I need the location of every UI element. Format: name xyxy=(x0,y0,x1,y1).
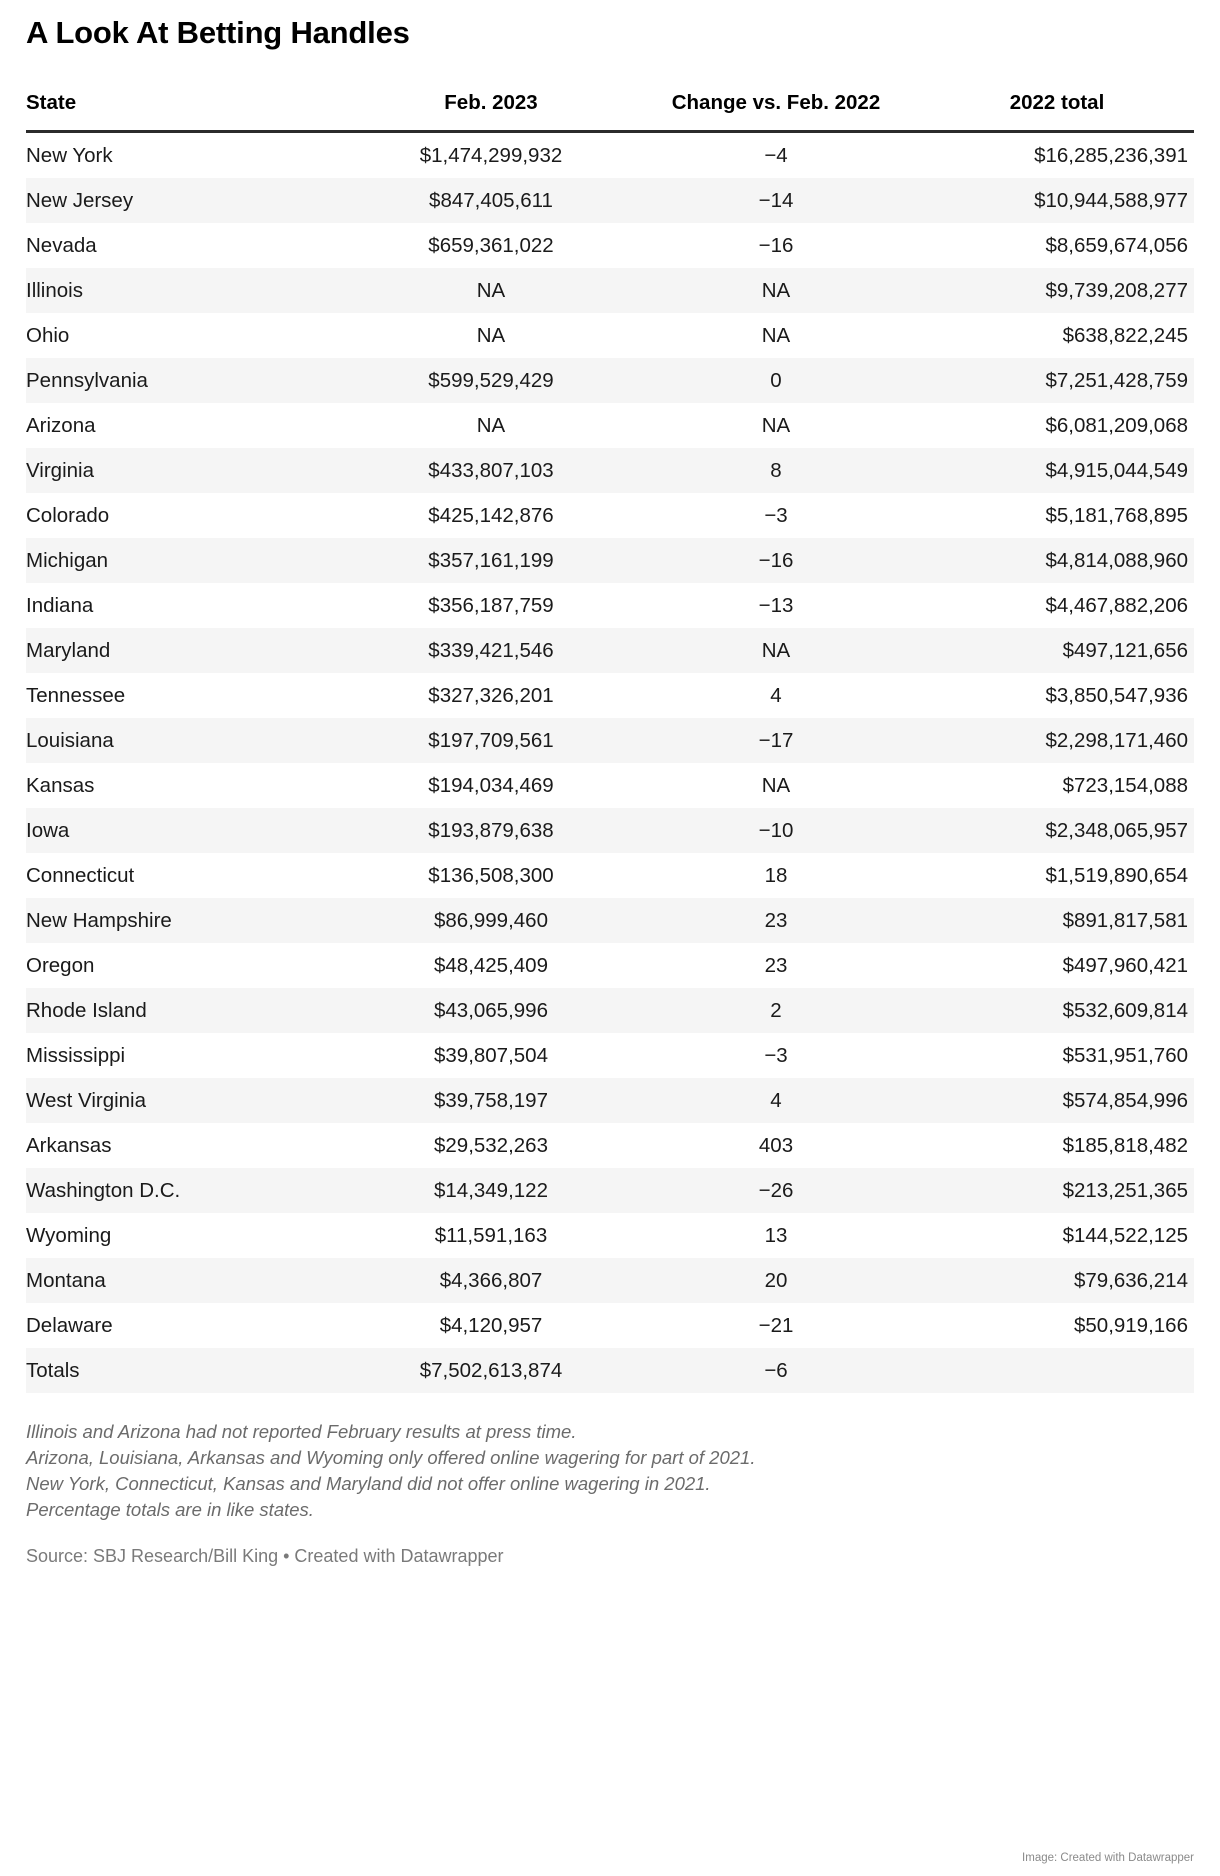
cell-state: Iowa xyxy=(26,819,70,842)
table-header-row xyxy=(26,91,1194,132)
cell-state: Kansas xyxy=(26,774,95,797)
cell-2022-total: $6,081,209,068 xyxy=(1045,414,1188,437)
cell-change: 403 xyxy=(758,1134,794,1157)
cell-state: New Hampshire xyxy=(26,909,172,932)
table-row xyxy=(26,763,1194,808)
cell-change: NA xyxy=(761,774,791,797)
page-title: A Look At Betting Handles xyxy=(26,15,410,50)
cell-state: Arkansas xyxy=(26,1134,112,1157)
cell-state: Nevada xyxy=(26,234,97,257)
cell-change: 0 xyxy=(770,369,782,392)
cell-2022-total: $532,609,814 xyxy=(1062,999,1188,1022)
cell-state: Illinois xyxy=(26,279,83,302)
cell-2022-total: $497,960,421 xyxy=(1062,954,1188,977)
cell-2022-total: $891,817,581 xyxy=(1062,909,1188,932)
table-row xyxy=(26,1123,1194,1168)
cell-2022-total xyxy=(926,1348,1194,1393)
cell-change: −3 xyxy=(764,1044,788,1067)
table-row xyxy=(26,1033,1194,1078)
cell-change: −10 xyxy=(758,819,794,842)
table-row xyxy=(26,313,1194,358)
cell-feb-2023: $136,508,300 xyxy=(428,864,554,887)
table-row xyxy=(26,718,1194,763)
cell-feb-2023: $39,807,504 xyxy=(433,1044,548,1067)
table-row xyxy=(26,988,1194,1033)
cell-2022-total: $1,519,890,654 xyxy=(1045,864,1188,887)
table-row xyxy=(26,448,1194,493)
table-row xyxy=(26,132,1194,179)
cell-state: Virginia xyxy=(26,459,94,482)
cell-state: Wyoming xyxy=(26,1224,112,1247)
cell-state: Totals xyxy=(26,1359,80,1382)
cell-feb-2023: $847,405,611 xyxy=(429,189,553,212)
table-row xyxy=(26,538,1194,583)
cell-feb-2023: $11,591,163 xyxy=(434,1224,548,1247)
cell-2022-total: $723,154,088 xyxy=(1062,774,1188,797)
cell-state: Washington D.C. xyxy=(26,1179,181,1202)
cell-feb-2023: $29,532,263 xyxy=(433,1134,548,1157)
cell-2022-total: $2,298,171,460 xyxy=(1045,729,1188,752)
table-row xyxy=(26,583,1194,628)
cell-2022-total: $2,348,065,957 xyxy=(1045,819,1188,842)
cell-2022-total: $9,739,208,277 xyxy=(1045,279,1188,302)
cell-2022-total: $7,251,428,759 xyxy=(1045,369,1188,392)
cell-feb-2023: NA xyxy=(476,324,506,347)
cell-change: 20 xyxy=(764,1269,788,1292)
cell-change: 2 xyxy=(770,999,782,1022)
cell-2022-total: $531,951,760 xyxy=(1062,1044,1188,1067)
cell-state: Indiana xyxy=(26,594,94,617)
cell-state: Connecticut xyxy=(26,864,135,887)
footnotes xyxy=(26,1419,1194,1523)
column-header-feb-2023[interactable]: Feb. 2023 xyxy=(444,91,538,114)
table-row xyxy=(26,898,1194,943)
table-row xyxy=(26,358,1194,403)
table-row xyxy=(26,268,1194,313)
cell-change: −14 xyxy=(758,189,794,212)
cell-feb-2023: $356,187,759 xyxy=(428,594,554,617)
footnote-line: Percentage totals are in like states. xyxy=(26,1499,314,1520)
cell-2022-total: $5,181,768,895 xyxy=(1045,504,1188,527)
cell-change: NA xyxy=(761,639,791,662)
footnote-line: Arizona, Louisiana, Arkansas and Wyoming only offered online wagering for part of 2021. xyxy=(26,1447,756,1468)
cell-feb-2023: $339,421,546 xyxy=(428,639,554,662)
cell-2022-total: $3,850,547,936 xyxy=(1045,684,1188,707)
table-row xyxy=(26,628,1194,673)
table-body xyxy=(26,132,1194,1394)
cell-2022-total: $50,919,166 xyxy=(1073,1314,1188,1337)
column-header-change[interactable]: Change vs. Feb. 2022 xyxy=(671,91,881,114)
cell-feb-2023: NA xyxy=(476,279,506,302)
cell-change: 4 xyxy=(770,1089,782,1112)
cell-state: Pennsylvania xyxy=(26,369,148,392)
cell-2022-total: $497,121,656 xyxy=(1062,639,1188,662)
cell-feb-2023: $659,361,022 xyxy=(428,234,554,257)
cell-change: −26 xyxy=(758,1179,794,1202)
cell-change: −17 xyxy=(758,729,794,752)
table-row xyxy=(26,493,1194,538)
table-row xyxy=(26,223,1194,268)
cell-feb-2023: $357,161,199 xyxy=(428,549,554,572)
cell-feb-2023: $1,474,299,932 xyxy=(419,144,563,167)
cell-feb-2023: $433,807,103 xyxy=(428,459,554,482)
cell-2022-total: $574,854,996 xyxy=(1062,1089,1188,1112)
cell-feb-2023: $14,349,122 xyxy=(433,1179,548,1202)
cell-state: Louisiana xyxy=(26,729,114,752)
cell-change: NA xyxy=(761,414,791,437)
cell-2022-total: $185,818,482 xyxy=(1062,1134,1188,1157)
cell-2022-total: $8,659,674,056 xyxy=(1045,234,1188,257)
cell-change: 23 xyxy=(764,954,788,977)
cell-change: 8 xyxy=(770,459,782,482)
cell-state: Rhode Island xyxy=(26,999,147,1022)
cell-feb-2023: $43,065,996 xyxy=(433,999,548,1022)
cell-change: 23 xyxy=(764,909,788,932)
table-row xyxy=(26,673,1194,718)
cell-2022-total: $213,251,365 xyxy=(1062,1179,1188,1202)
cell-feb-2023: $193,879,638 xyxy=(428,819,554,842)
table-row xyxy=(26,1213,1194,1258)
cell-state: Montana xyxy=(26,1269,106,1292)
cell-state: Mississippi xyxy=(26,1044,126,1067)
table-row xyxy=(26,808,1194,853)
cell-change: 4 xyxy=(770,684,782,707)
cell-feb-2023: $7,502,613,874 xyxy=(419,1359,563,1382)
image-credit: Image: Created with Datawrapper xyxy=(1022,1852,1194,1864)
cell-2022-total: $4,814,088,960 xyxy=(1045,549,1188,572)
cell-2022-total: $10,944,588,977 xyxy=(1034,189,1188,212)
cell-feb-2023: $327,326,201 xyxy=(428,684,554,707)
cell-feb-2023: $425,142,876 xyxy=(428,504,554,527)
cell-state: Tennessee xyxy=(26,684,126,707)
column-header-2022-total[interactable]: 2022 total xyxy=(1009,91,1105,114)
cell-change: −16 xyxy=(758,549,794,572)
cell-change: −16 xyxy=(758,234,794,257)
cell-2022-total: $144,522,125 xyxy=(1062,1224,1188,1247)
cell-state: Arizona xyxy=(26,414,96,437)
table-header xyxy=(26,91,1194,132)
cell-feb-2023: $86,999,460 xyxy=(433,909,548,932)
cell-feb-2023: $39,758,197 xyxy=(433,1089,548,1112)
cell-state: Maryland xyxy=(26,639,111,662)
cell-2022-total: $4,467,882,206 xyxy=(1045,594,1188,617)
cell-2022-total: $638,822,245 xyxy=(1062,324,1188,347)
cell-2022-total: $79,636,214 xyxy=(1073,1269,1188,1292)
cell-feb-2023: NA xyxy=(476,414,506,437)
table-row xyxy=(26,1168,1194,1213)
table-row xyxy=(26,403,1194,448)
cell-state: West Virginia xyxy=(26,1089,147,1112)
cell-state: Colorado xyxy=(26,504,110,527)
cell-change: −21 xyxy=(758,1314,794,1337)
cell-feb-2023: $197,709,561 xyxy=(428,729,554,752)
cell-change: NA xyxy=(761,324,791,347)
table-row xyxy=(26,1348,1194,1393)
cell-2022-total: $4,915,044,549 xyxy=(1045,459,1188,482)
cell-state: New Jersey xyxy=(26,189,134,212)
table-row xyxy=(26,853,1194,898)
cell-change: 13 xyxy=(764,1224,788,1247)
cell-state: Ohio xyxy=(26,324,70,347)
cell-change: −6 xyxy=(764,1359,788,1382)
cell-feb-2023: $48,425,409 xyxy=(433,954,548,977)
footnote-line: New York, Connecticut, Kansas and Maryland did not offer online wagering in 2021. xyxy=(26,1473,711,1494)
cell-state: Delaware xyxy=(26,1314,113,1337)
column-header-state[interactable]: State xyxy=(26,91,77,114)
source-line: Source: SBJ Research/Bill King • Created with Datawrapper xyxy=(26,1546,504,1566)
cell-feb-2023: $599,529,429 xyxy=(428,369,554,392)
table-row xyxy=(26,1258,1194,1303)
table-row xyxy=(26,943,1194,988)
footnote-line: Illinois and Arizona had not reported February results at press time. xyxy=(26,1421,577,1442)
betting-handles-table xyxy=(26,91,1194,1393)
cell-2022-total: $16,285,236,391 xyxy=(1034,144,1188,167)
cell-state: Michigan xyxy=(26,549,109,572)
cell-feb-2023: $4,366,807 xyxy=(439,1269,543,1292)
table-row xyxy=(26,1303,1194,1348)
cell-change: −13 xyxy=(758,594,794,617)
cell-change: 18 xyxy=(764,864,788,887)
table-row xyxy=(26,178,1194,223)
cell-feb-2023: $194,034,469 xyxy=(428,774,554,797)
cell-change: −4 xyxy=(764,144,788,167)
cell-feb-2023: $4,120,957 xyxy=(439,1314,543,1337)
cell-state: Oregon xyxy=(26,954,95,977)
cell-change: −3 xyxy=(764,504,788,527)
table-row xyxy=(26,1078,1194,1123)
cell-change: NA xyxy=(761,279,791,302)
cell-state: New York xyxy=(26,144,113,167)
